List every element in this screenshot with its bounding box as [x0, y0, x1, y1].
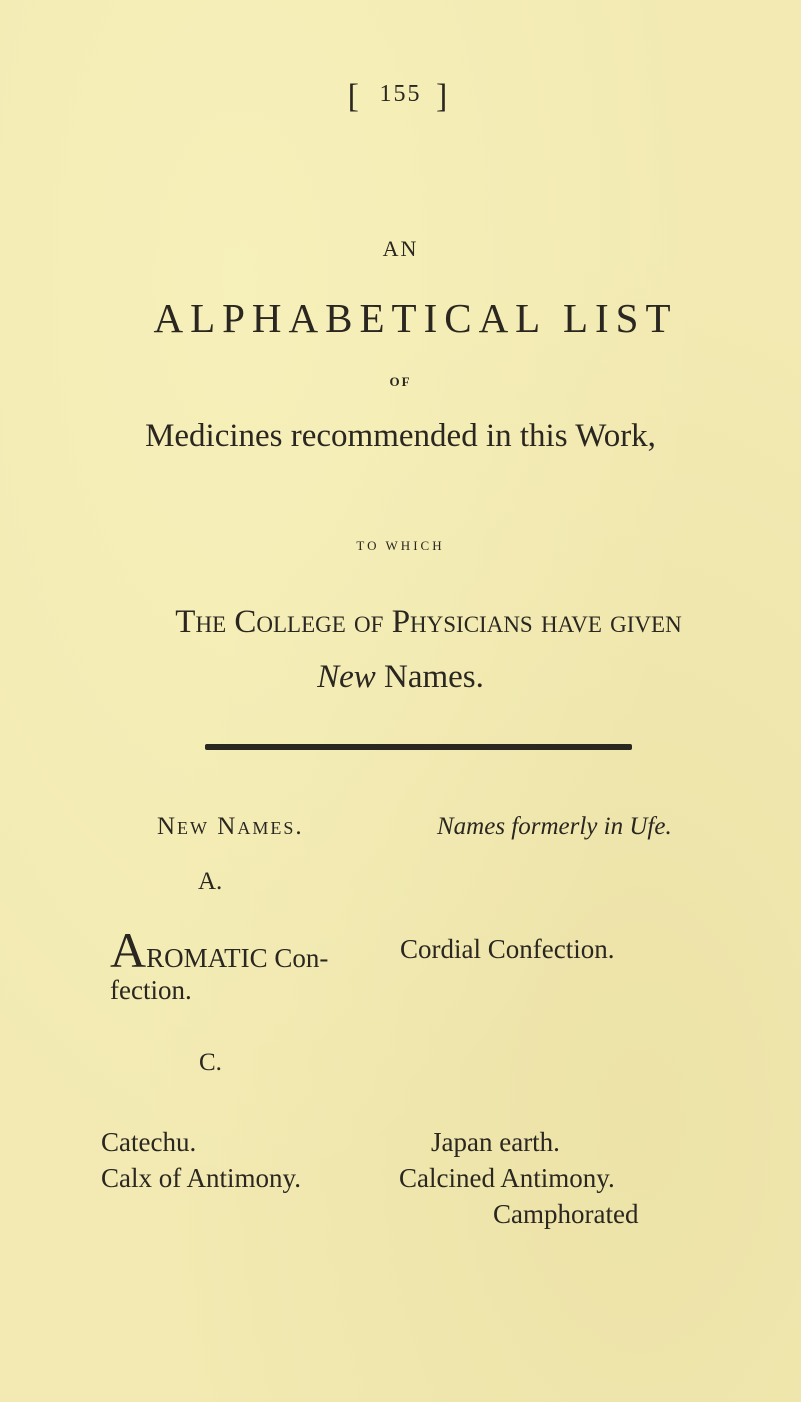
entry-old-name: Camphorated — [493, 1199, 639, 1229]
title-of: OF — [389, 374, 412, 389]
entry-old-name: Japan earth. — [431, 1127, 560, 1157]
subtitle: Medicines recommended in this Work, — [145, 418, 656, 454]
college-line: The College of Physicians have given — [175, 604, 682, 640]
horizontal-rule — [205, 744, 632, 750]
new-names-line — [0, 659, 801, 696]
column-header-old-names: Names formerly in Ufe. — [437, 813, 672, 840]
title-an: AN — [382, 236, 419, 261]
names-word: Names. — [384, 659, 484, 695]
entry-old-name: Cordial Confection. — [400, 934, 615, 964]
new-word: New — [317, 659, 376, 695]
entry-new-name: ROMATIC Con- — [146, 943, 329, 973]
entry-new-name: Catechu. — [101, 1127, 197, 1157]
drop-initial: A — [110, 922, 147, 978]
title-to-which: TO WHICH — [356, 538, 445, 553]
column-header-new-names: New Names. — [157, 813, 304, 840]
entry-old-name: Calcined Antimony. — [399, 1163, 615, 1193]
entry-aromatic-confection — [110, 922, 329, 1006]
entry-new-name: Calx of Antimony. — [101, 1163, 301, 1193]
main-title: ALPHABETICAL LIST — [153, 295, 678, 341]
section-letter-c: C. — [199, 1049, 222, 1076]
page-number: [ $^{155}$ ] — [347, 78, 454, 115]
section-letter-a: A. — [198, 868, 223, 895]
entry-new-name-continued: fection. — [110, 975, 192, 1005]
